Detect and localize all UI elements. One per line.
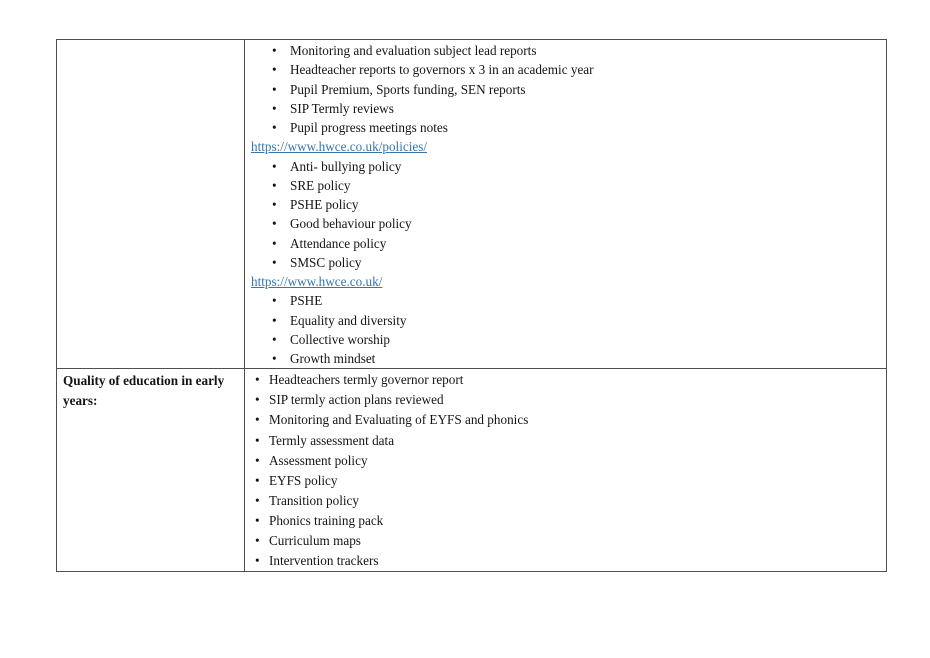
bullet-item: • Curriculum maps [251,531,880,551]
hyperlink[interactable]: https://www.hwce.co.uk/policies/ [251,139,428,155]
bullet-item: • Growth mindset [251,349,880,368]
row-content-cell [245,40,887,369]
evidence-table [56,39,887,572]
bullet-item: • EYFS policy [251,471,880,491]
evidence-table-body [57,40,887,572]
bullet-item: • Pupil progress meetings notes [251,118,880,137]
row-label-cell [57,40,245,369]
bullet-list [251,370,880,571]
hyperlink-line [251,272,880,291]
bullet-item: • Transition policy [251,491,880,511]
bullet-item: • Attendance policy [251,234,880,253]
hyperlink[interactable]: https://www.hwce.co.uk/ [251,274,383,289]
bullet-item: • Collective worship [251,330,880,349]
bullet-item: • Good behaviour policy [251,214,880,233]
row-content-cell [245,369,887,572]
bullet-item: • Equality and diversity [251,311,880,330]
bullet-item: • Headteachers termly governor report [251,370,880,390]
bullet-item: • SIP termly action plans reviewed [251,390,880,410]
table-row-continued [57,40,887,369]
row-label: Quality of education in early years: [63,373,225,409]
bullet-item: • PSHE policy [251,195,880,214]
bullet-item: • SRE policy [251,176,880,195]
bullet-item: • Headteacher reports to governors x 3 in an academic year [251,60,880,79]
bullet-item: • PSHE [251,291,880,310]
row-content [251,41,880,368]
bullet-list [251,291,880,368]
bullet-list [251,157,880,273]
bullet-item: • Anti- bullying policy [251,157,880,176]
bullet-item: • Monitoring and Evaluating of EYFS and phonics [251,410,880,430]
hyperlink-line [251,137,880,156]
bullet-item: • SMSC policy [251,253,880,272]
bullet-item: • Pupil Premium, Sports funding, SEN reports [251,80,880,99]
bullet-item: • Phonics training pack [251,511,880,531]
bullet-item: • SIP Termly reviews [251,99,880,118]
row-label [63,41,238,42]
table-row-quality-early-years [57,369,887,572]
bullet-list [251,41,880,137]
bullet-item: • Monitoring and evaluation subject lead reports [251,41,880,60]
bullet-item: • Intervention trackers [251,551,880,571]
row-content [251,370,880,571]
row-label-cell [57,369,245,572]
bullet-item: • Termly assessment data [251,431,880,451]
bullet-item: • Assessment policy [251,451,880,471]
